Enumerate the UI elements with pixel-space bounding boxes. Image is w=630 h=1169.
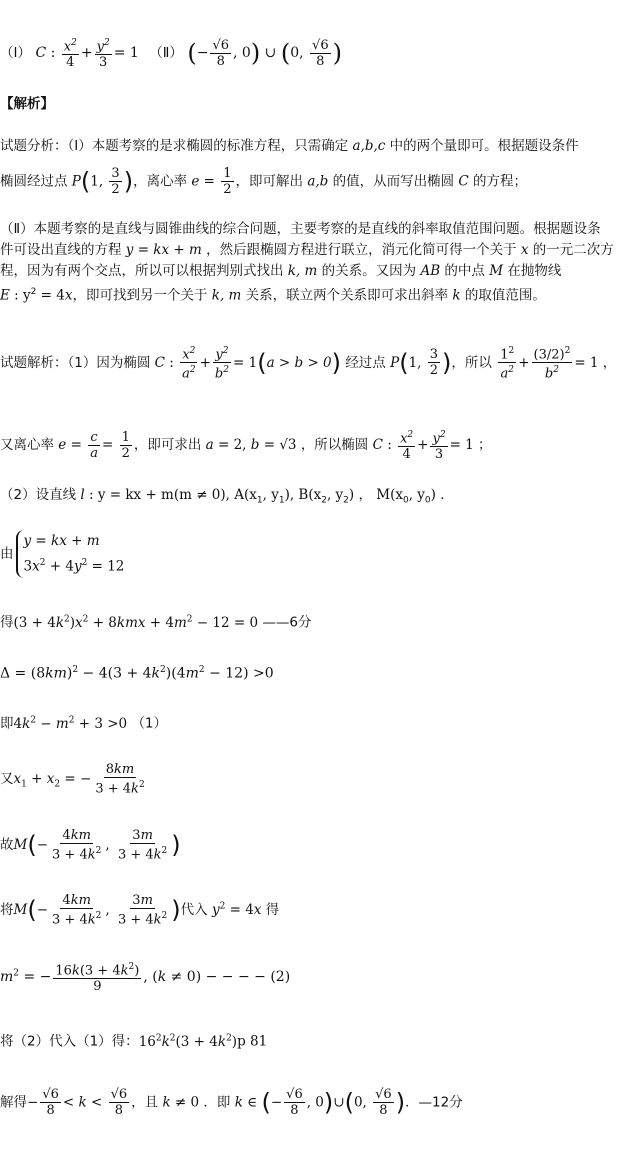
analysis-p2-line3: 程，因为有两个交点，所以可以根据判别式找出 k, m 的关系。又因为 AB 的中点 M 在抛物线 bbox=[0, 263, 562, 279]
solution-line11: $m^2$ = − $\frac{16k(3 + 4k^2)}{9}$ , (k ≠ 0) − − − − (2) bbox=[0, 962, 291, 995]
analysis-heading: 【解析】 bbox=[0, 96, 54, 112]
solution-line1: 试题解析：（1）因为椭圆 C : $\frac{x^2}{a^2}$ + $\frac{y^2}{b^2}$ = 1(a > b > 0) 经过点 P(1, $\frac{3}{2}$ )，所以 $\frac{1^2}{a^2}$ + $\frac{(3/2)^2}{b^2}$ = 1 ， bbox=[0, 346, 617, 382]
analysis-p2-line2: 件可设出直线的方程 y = kx + m ，然后跟椭圆方程进行联立，消元化简可得一个关于 x 的一元二次方 bbox=[0, 242, 614, 258]
solution-line13: 解得− $\frac{√6}{8}$ < k < $\frac{√6}{8}$ ，且 k ≠ 0 ．即 k ∈ (− $\frac{√6}{8}$ , 0)∪(0, $\frac{√6}{8}$ )．—12分 bbox=[0, 1087, 463, 1118]
analysis-p2-line4: E : $y^2 = 4x$，即可找到另一个关于 k, m 关系，联立两个关系即可求出斜率 k 的取值范围。 bbox=[0, 287, 546, 304]
solution-line12: 将（2）代入（1）得：$16^2k^2(3 + 4k^2)p$ 81 bbox=[0, 1033, 268, 1050]
answer-line: （Ⅰ） C : $\frac{x^2}{4}$ + $\frac{y^2}{3}$ = 1 （Ⅱ） (− $\frac{√6}{8}$ , 0) ∪ (0, $\frac{√6}{8}$ ) bbox=[0, 37, 342, 71]
solution-line8: 又$x_1 + x_2$ = − $\frac{8km}{3 + 4k^2}$ bbox=[0, 762, 145, 797]
solution-line4: 由 y = kx + m $3x^2 + 4y^2 = 12$ bbox=[0, 530, 124, 578]
analysis-p2-line1: （Ⅱ）本题考察的是直线与圆锥曲线的综合问题，主要考察的是直线的斜率取值范围问题。根据题设条 bbox=[0, 221, 601, 237]
answer-part2-label: （Ⅱ） bbox=[149, 45, 183, 62]
analysis-p1-line1: 试题分析：（Ⅰ）本题考察的是求椭圆的标准方程，只需确定 a,b,c 中的两个量即可。根据题设条件 bbox=[0, 138, 579, 154]
solution-line7: 即$4k^2 - m^2 + 3 >0$ （1） bbox=[0, 715, 168, 732]
answer-part1-label: （Ⅰ） bbox=[0, 45, 31, 62]
solution-line2: 又离心率 e = $\frac{c}{a}$ = $\frac{1}{2}$ ，即可求出 a = 2, b = √3 ，所以椭圆 C : $\frac{x^2}{4}$ + $\frac{y^2}{3}$ = 1 ； bbox=[0, 429, 492, 463]
solution-line10: 将M(− $\frac{4km}{3 + 4k^2}$ , $\frac{3m}{3 + 4k^2}$ )代入 $y^2 = 4x$ 得 bbox=[0, 893, 280, 928]
solution-line5: 得$(3 + 4k^2)x^2 + 8kmx + 4m^2 - 12 = 0$ ——6分 bbox=[0, 614, 312, 631]
solution-line3: （2）设直线 l : y = kx + m(m ≠ 0), $A(x_1$, $y_1$), $B(x_2$, $y_2$) ， $M(x_0$, $y_0$) ． bbox=[0, 487, 454, 506]
analysis-p1-line2: 椭圆经过点 P(1, $\frac{3}{2}$ )，离心率 e = $\frac{1}{2}$ ，即可解出 a,b 的值，从而写出椭圆 C 的方程； bbox=[0, 166, 528, 197]
solution-line6: $\Delta = (8km)^2 - 4(3 + 4k^2)(4m^2 - 12) >0$ bbox=[0, 665, 274, 682]
solution-line9: 故M(− $\frac{4km}{3 + 4k^2}$ , $\frac{3m}{3 + 4k^2}$ ) bbox=[0, 828, 181, 863]
